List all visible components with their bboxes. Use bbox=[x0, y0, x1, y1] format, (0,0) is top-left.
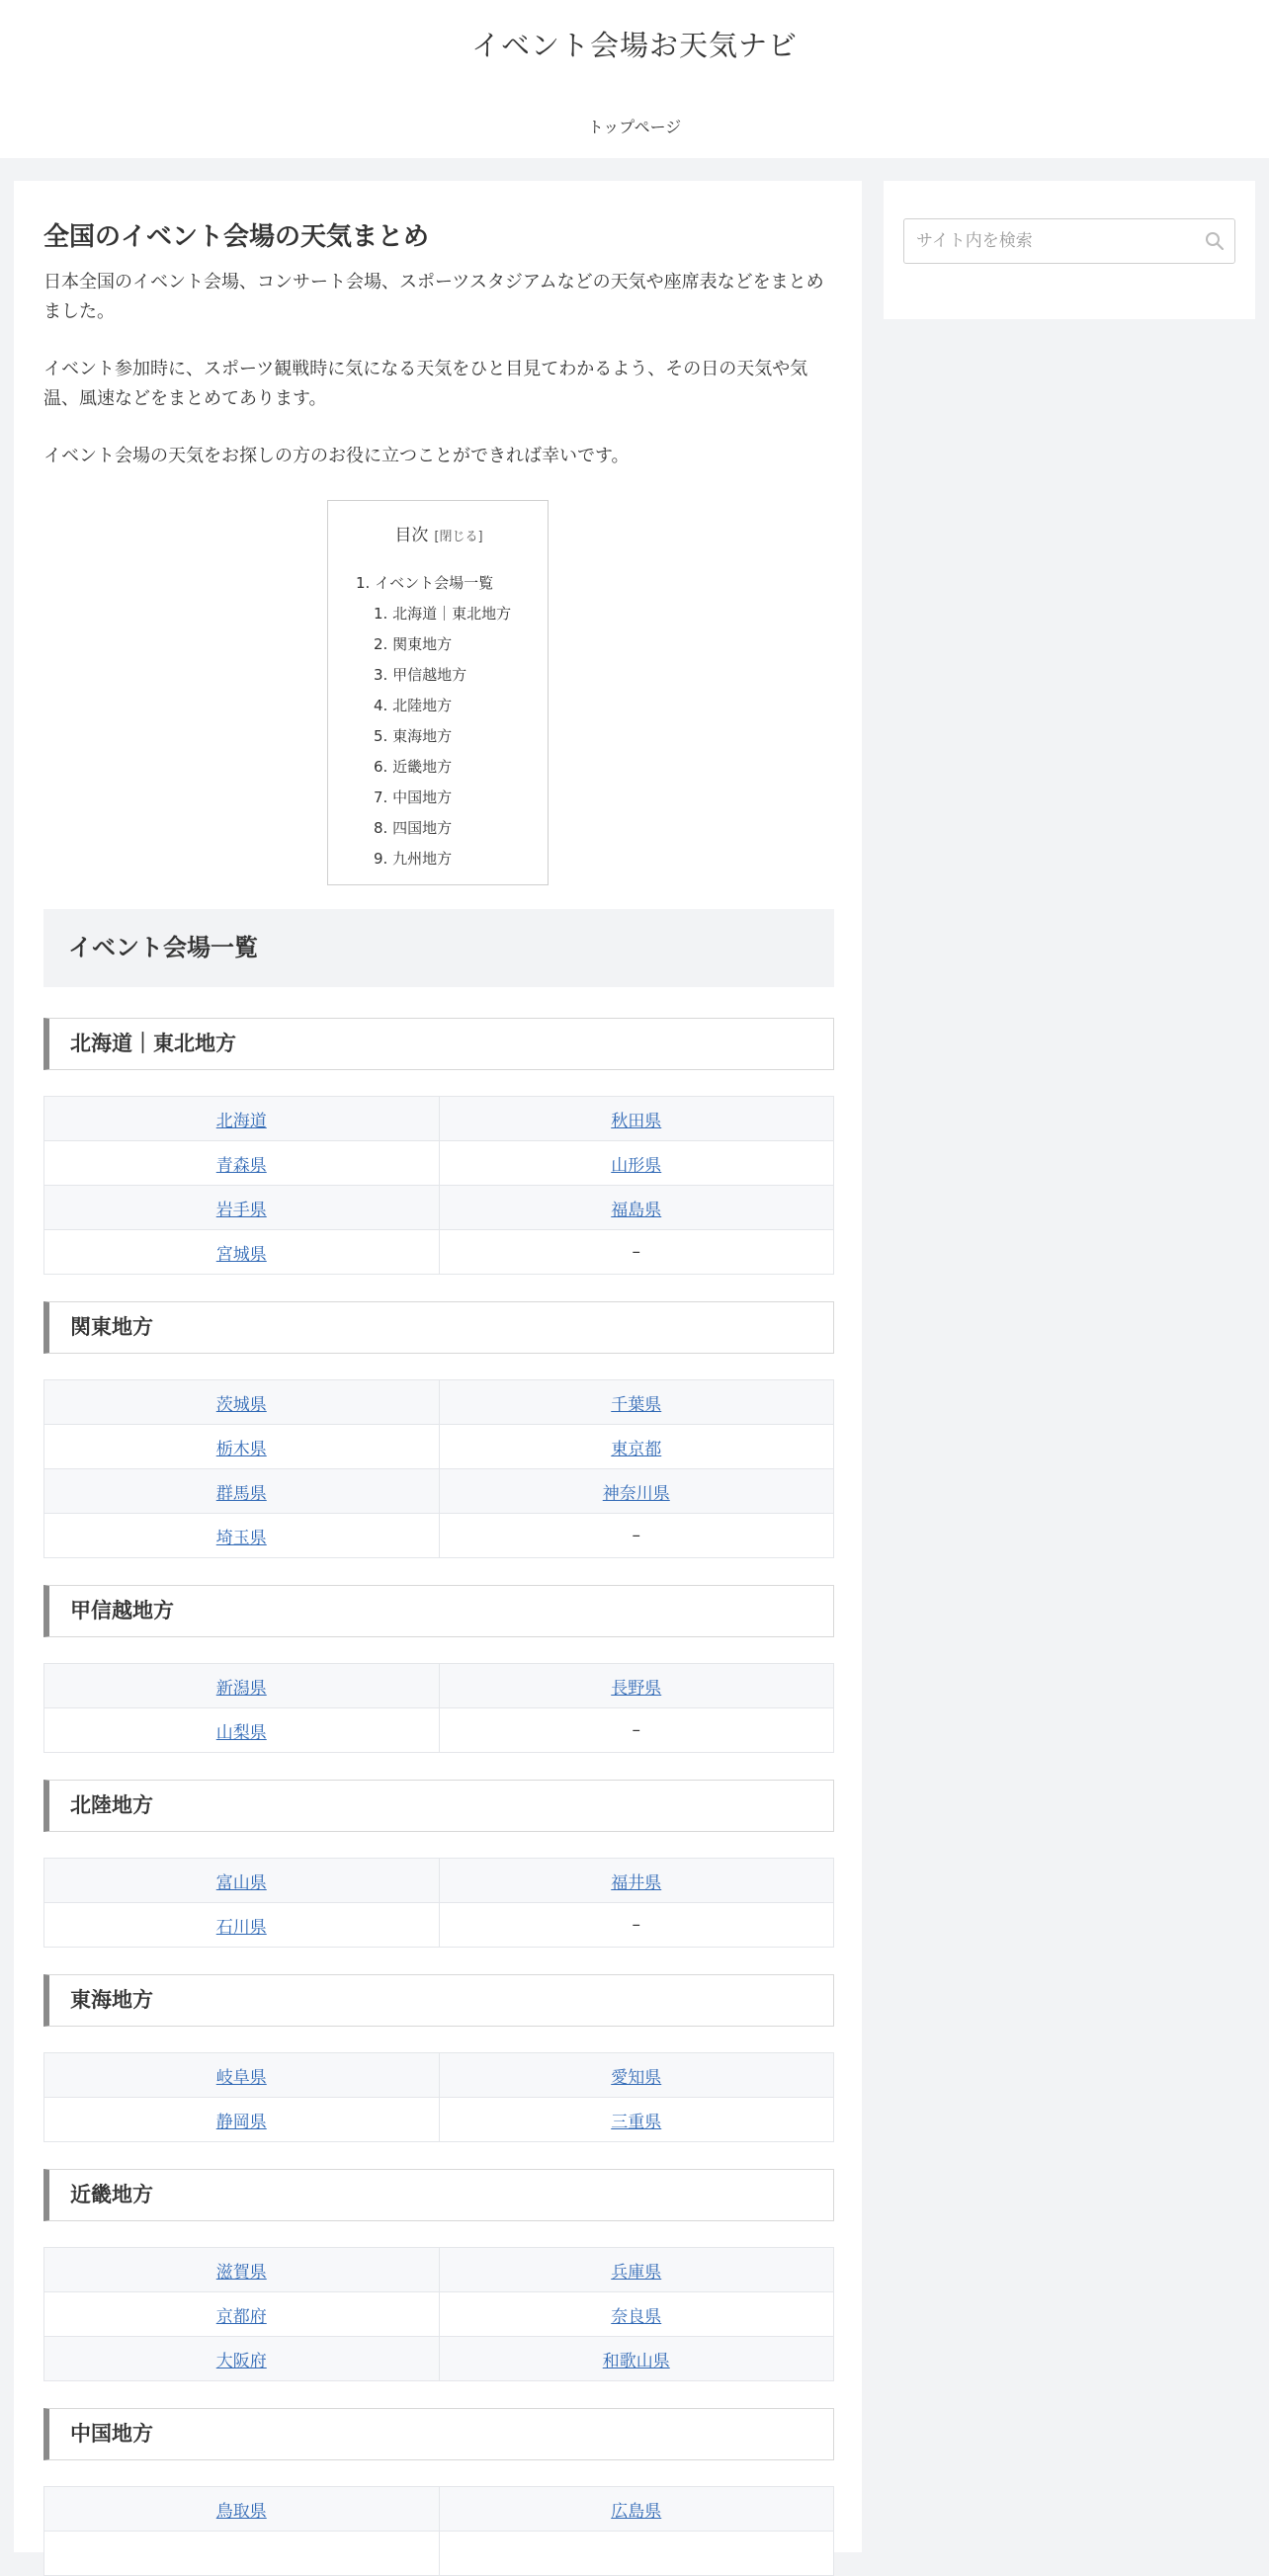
table-cell bbox=[44, 2292, 440, 2337]
prefecture-link[interactable]: 静岡県 bbox=[215, 2112, 267, 2132]
table-row bbox=[44, 1141, 834, 1186]
prefecture-link[interactable]: 愛知県 bbox=[611, 2067, 662, 2088]
table-cell bbox=[44, 1380, 440, 1425]
table-row bbox=[44, 2337, 834, 2381]
table-cell bbox=[44, 2248, 440, 2292]
table-cell bbox=[439, 1469, 834, 1514]
prefecture-link[interactable]: 群馬県 bbox=[215, 1483, 267, 1504]
empty-cell-text: – bbox=[632, 1242, 640, 1262]
prefecture-link[interactable]: 栃木県 bbox=[215, 1439, 267, 1459]
prefecture-table bbox=[43, 1379, 834, 1558]
table-cell bbox=[44, 2098, 440, 2142]
prefecture-link[interactable]: 和歌山県 bbox=[602, 2351, 670, 2371]
toc-item[interactable]: 2. 関東地方 bbox=[374, 635, 453, 653]
region-heading: 北海道｜東北地方 bbox=[43, 1018, 834, 1070]
prefecture-link[interactable]: 富山県 bbox=[215, 1872, 267, 1893]
table-cell bbox=[44, 1425, 440, 1469]
table-row bbox=[44, 2053, 834, 2098]
table-cell bbox=[439, 2248, 834, 2292]
section-heading-venue-list: イベント会場一覧 bbox=[43, 909, 834, 987]
table-cell bbox=[439, 1380, 834, 1425]
table-cell bbox=[439, 2053, 834, 2098]
region-heading: 甲信越地方 bbox=[43, 1585, 834, 1637]
table-row bbox=[44, 1380, 834, 1425]
intro-paragraph: 日本全国のイベント会場、コンサート会場、スポーツスタジアムなどの天気や座席表などをまとめました。 bbox=[43, 272, 824, 322]
toc-item[interactable]: 1. 北海道｜東北地方 bbox=[374, 605, 512, 623]
table-cell bbox=[439, 2292, 834, 2337]
prefecture-link[interactable]: 埼玉県 bbox=[215, 1528, 267, 1548]
region-heading: 関東地方 bbox=[43, 1301, 834, 1354]
toc-item[interactable]: 7. 中国地方 bbox=[374, 789, 453, 806]
prefecture-link[interactable]: 岐阜県 bbox=[215, 2067, 267, 2088]
table-cell bbox=[439, 2532, 834, 2576]
table-row bbox=[44, 1230, 834, 1275]
prefecture-link[interactable]: 兵庫県 bbox=[611, 2262, 662, 2283]
region-heading: 東海地方 bbox=[43, 1974, 834, 2027]
table-cell bbox=[44, 1141, 440, 1186]
prefecture-link[interactable]: 岩手県 bbox=[215, 1200, 267, 1220]
prefecture-link[interactable]: 奈良県 bbox=[611, 2306, 662, 2327]
table-cell bbox=[44, 2532, 440, 2576]
toc-item[interactable]: 4. 北陸地方 bbox=[374, 697, 453, 714]
table-cell bbox=[439, 1186, 834, 1230]
table-row bbox=[44, 2098, 834, 2142]
table-cell bbox=[439, 1230, 834, 1275]
prefecture-link[interactable]: 神奈川県 bbox=[602, 1483, 670, 1504]
prefecture-link[interactable]: 山梨県 bbox=[215, 1722, 267, 1743]
search-icon[interactable] bbox=[1205, 231, 1225, 251]
region-heading: 近畿地方 bbox=[43, 2169, 834, 2221]
table-cell bbox=[439, 2098, 834, 2142]
prefecture-link[interactable]: 北海道 bbox=[215, 1111, 267, 1131]
table-cell bbox=[439, 1514, 834, 1558]
table-cell bbox=[44, 1859, 440, 1903]
table-row bbox=[44, 1514, 834, 1558]
prefecture-link[interactable]: 福島県 bbox=[611, 1200, 662, 1220]
toc-item[interactable]: 6. 近畿地方 bbox=[374, 758, 453, 776]
region-heading: 北陸地方 bbox=[43, 1780, 834, 1832]
empty-cell-text: – bbox=[632, 1915, 640, 1935]
prefecture-link[interactable]: 福井県 bbox=[611, 1872, 662, 1893]
table-cell bbox=[44, 2053, 440, 2098]
intro-paragraph: イベント参加時に、スポーツ観戦時に気になる天気をひと目見てわかるよう、その日の天気や気温、風速などをまとめてあります。 bbox=[43, 359, 808, 409]
site-header bbox=[0, 0, 1269, 158]
empty-cell-text: – bbox=[632, 1526, 640, 1545]
prefecture-link[interactable]: 滋賀県 bbox=[215, 2262, 267, 2283]
table-row bbox=[44, 1859, 834, 1903]
table-row bbox=[44, 1469, 834, 1514]
toc-item[interactable]: 9. 九州地方 bbox=[374, 850, 453, 868]
table-row bbox=[44, 1708, 834, 1753]
prefecture-link[interactable]: 宮城県 bbox=[215, 1244, 267, 1265]
prefecture-table bbox=[43, 2486, 834, 2576]
table-row bbox=[44, 1186, 834, 1230]
toc-item[interactable]: 3. 甲信越地方 bbox=[374, 666, 467, 684]
table-cell bbox=[439, 2337, 834, 2381]
prefecture-link[interactable]: 東京都 bbox=[611, 1439, 662, 1459]
prefecture-link[interactable]: 長野県 bbox=[611, 1678, 662, 1699]
toc-toggle-button[interactable]: [閉じる] bbox=[434, 530, 483, 544]
table-cell bbox=[44, 2337, 440, 2381]
table-of-contents bbox=[327, 500, 549, 885]
page-title: 全国のイベント会場の天気まとめ bbox=[43, 222, 430, 252]
table-cell bbox=[44, 1708, 440, 1753]
table-cell bbox=[439, 1141, 834, 1186]
site-title[interactable]: イベント会場お天気ナビ bbox=[470, 29, 798, 62]
table-cell bbox=[439, 1903, 834, 1948]
prefecture-link[interactable]: 茨城県 bbox=[215, 1394, 267, 1415]
table-cell bbox=[44, 2487, 440, 2532]
toc-title: 目次 bbox=[394, 526, 429, 545]
prefecture-link[interactable]: 広島県 bbox=[611, 2501, 662, 2522]
table-cell bbox=[439, 2487, 834, 2532]
table-cell bbox=[44, 1097, 440, 1141]
prefecture-link[interactable]: 千葉県 bbox=[611, 1394, 662, 1415]
table-cell bbox=[439, 1859, 834, 1903]
table-cell bbox=[439, 1097, 834, 1141]
prefecture-table bbox=[43, 1096, 834, 1275]
region-heading: 中国地方 bbox=[43, 2408, 834, 2460]
table-cell bbox=[44, 1230, 440, 1275]
prefecture-link[interactable]: 青森県 bbox=[215, 1155, 267, 1176]
table-cell bbox=[44, 1186, 440, 1230]
table-row bbox=[44, 2292, 834, 2337]
prefecture-link[interactable]: 新潟県 bbox=[215, 1678, 267, 1699]
table-cell bbox=[44, 1903, 440, 1948]
prefecture-table bbox=[43, 2052, 834, 2142]
toc-item[interactable]: 8. 四国地方 bbox=[374, 819, 453, 837]
table-row bbox=[44, 1097, 834, 1141]
table-cell bbox=[44, 1469, 440, 1514]
table-row bbox=[44, 2487, 834, 2532]
prefecture-table bbox=[43, 1663, 834, 1753]
empty-cell-text: – bbox=[632, 1720, 640, 1740]
search-box bbox=[903, 218, 1235, 264]
search-input[interactable] bbox=[904, 219, 1191, 263]
sidebar bbox=[884, 181, 1255, 319]
table-cell bbox=[44, 1664, 440, 1708]
toc-item[interactable]: 1. イベント会場一覧 bbox=[356, 574, 494, 592]
toc-list bbox=[356, 568, 511, 874]
table-cell bbox=[439, 1664, 834, 1708]
prefecture-link[interactable]: 鳥取県 bbox=[215, 2501, 267, 2522]
intro-paragraph: イベント会場の天気をお探しの方のお役に立つことができれば幸いです。 bbox=[43, 446, 630, 466]
table-row bbox=[44, 2248, 834, 2292]
prefecture-link[interactable]: 秋田県 bbox=[611, 1111, 662, 1131]
prefecture-table bbox=[43, 1858, 834, 1948]
prefecture-link[interactable]: 大阪府 bbox=[215, 2351, 267, 2371]
table-row bbox=[44, 1425, 834, 1469]
prefecture-link[interactable]: 山形県 bbox=[611, 1155, 662, 1176]
table-row bbox=[44, 2532, 834, 2576]
table-row bbox=[44, 1903, 834, 1948]
table-cell bbox=[44, 1514, 440, 1558]
table-row bbox=[44, 1664, 834, 1708]
prefecture-table bbox=[43, 2247, 834, 2381]
nav-item-top-page[interactable]: トップページ bbox=[587, 118, 682, 136]
prefecture-link[interactable]: 京都府 bbox=[215, 2306, 267, 2327]
table-cell bbox=[439, 1425, 834, 1469]
prefecture-link[interactable]: 三重県 bbox=[611, 2112, 662, 2132]
main-content bbox=[14, 181, 862, 2552]
table-cell bbox=[439, 1708, 834, 1753]
prefecture-link[interactable]: 石川県 bbox=[215, 1917, 267, 1938]
toc-item[interactable]: 5. 東海地方 bbox=[374, 727, 453, 745]
